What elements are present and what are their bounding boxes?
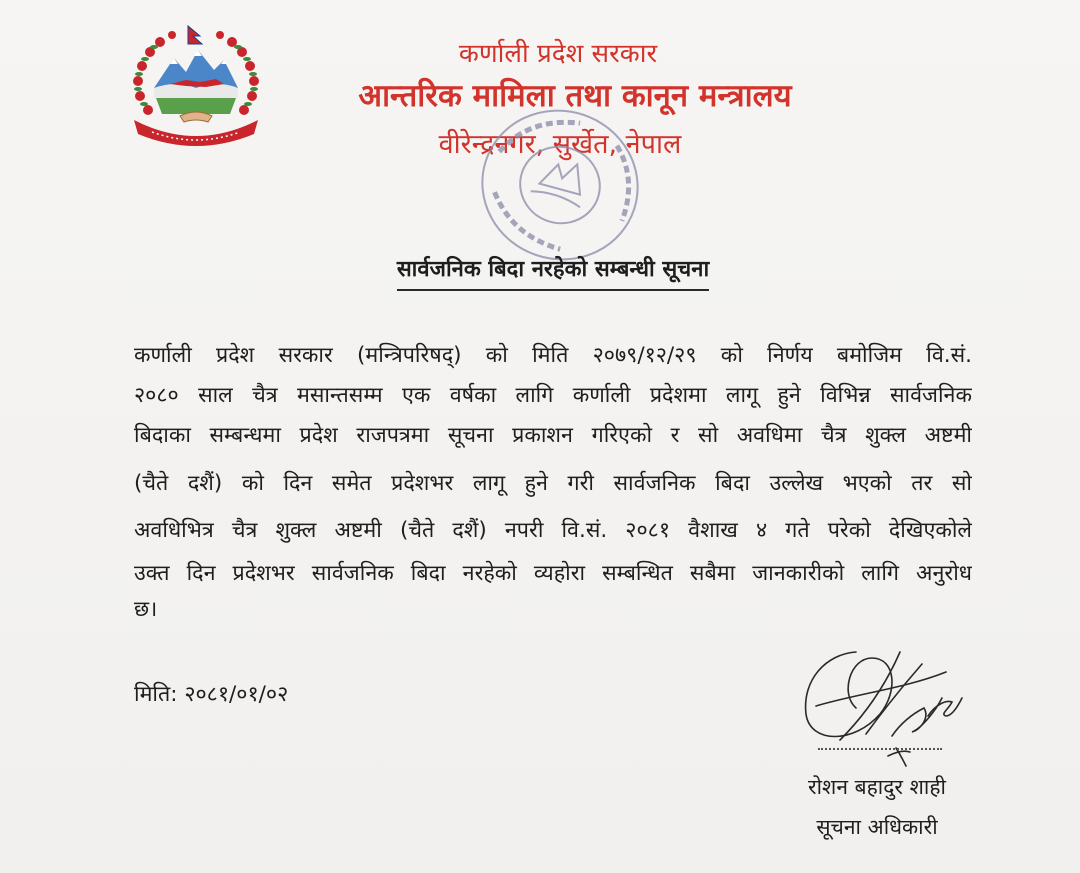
government-name: कर्णाली प्रदेश सरकार bbox=[458, 39, 658, 69]
notice-body-line: (चैते दशैं) को दिन समेत प्रदेशभर लागू हुने गरी सार्वजनिक बिदा उल्लेख भएको तर सो bbox=[134, 471, 972, 496]
notice-subject-wrap bbox=[360, 253, 746, 291]
notice-body-line: कर्णाली प्रदेश सरकार (मन्त्रिपरिषद्) को मिति २०७९/१२/२९ को निर्णय बमोजिम वि.सं. bbox=[134, 343, 972, 368]
official-stamp-icon bbox=[470, 100, 650, 270]
notice-body-line: २०८० साल चैत्र मसान्तसम्म एक वर्षका लागि कर्णाली प्रदेशमा लागू हुने विभिन्न सार्वजनिक bbox=[134, 383, 972, 408]
notice-body-line: उक्त दिन प्रदेशभर सार्वजनिक बिदा नरहेको व्यहोरा सम्बन्धित सबैमा जानकारीको लागि अनुरोध bbox=[134, 561, 972, 586]
notice-body-line: छ। bbox=[134, 597, 158, 622]
signer-name: रोशन बहादुर शाही bbox=[808, 775, 946, 799]
signer-title: सूचना अधिकारी bbox=[816, 815, 938, 839]
notice-subject: सार्वजनिक बिदा नरहेको सम्बन्धी सूचना bbox=[397, 253, 709, 291]
ministry-name: आन्तरिक मामिला तथा कानून मन्त्रालय bbox=[358, 78, 792, 114]
notice-body-line: अवधिभित्र चैत्र शुक्ल अष्टमी (चैते दशैं) नपरी वि.सं. २०८१ वैशाख ४ गते परेको देखिएकोले bbox=[134, 518, 972, 543]
notice-date: मिति: २०८१/०१/०२ bbox=[134, 682, 289, 707]
signature-line bbox=[818, 748, 942, 750]
notice-body-line: बिदाका सम्बन्धमा प्रदेश राजपत्रमा सूचना प्रकाशन गरिएको र सो अवधिमा चैत्र शुक्ल अष्टमी bbox=[134, 423, 972, 448]
ministry-address: वीरेन्द्रनगर, सुर्खेत, नेपाल bbox=[438, 129, 682, 160]
signature-icon bbox=[796, 644, 972, 770]
